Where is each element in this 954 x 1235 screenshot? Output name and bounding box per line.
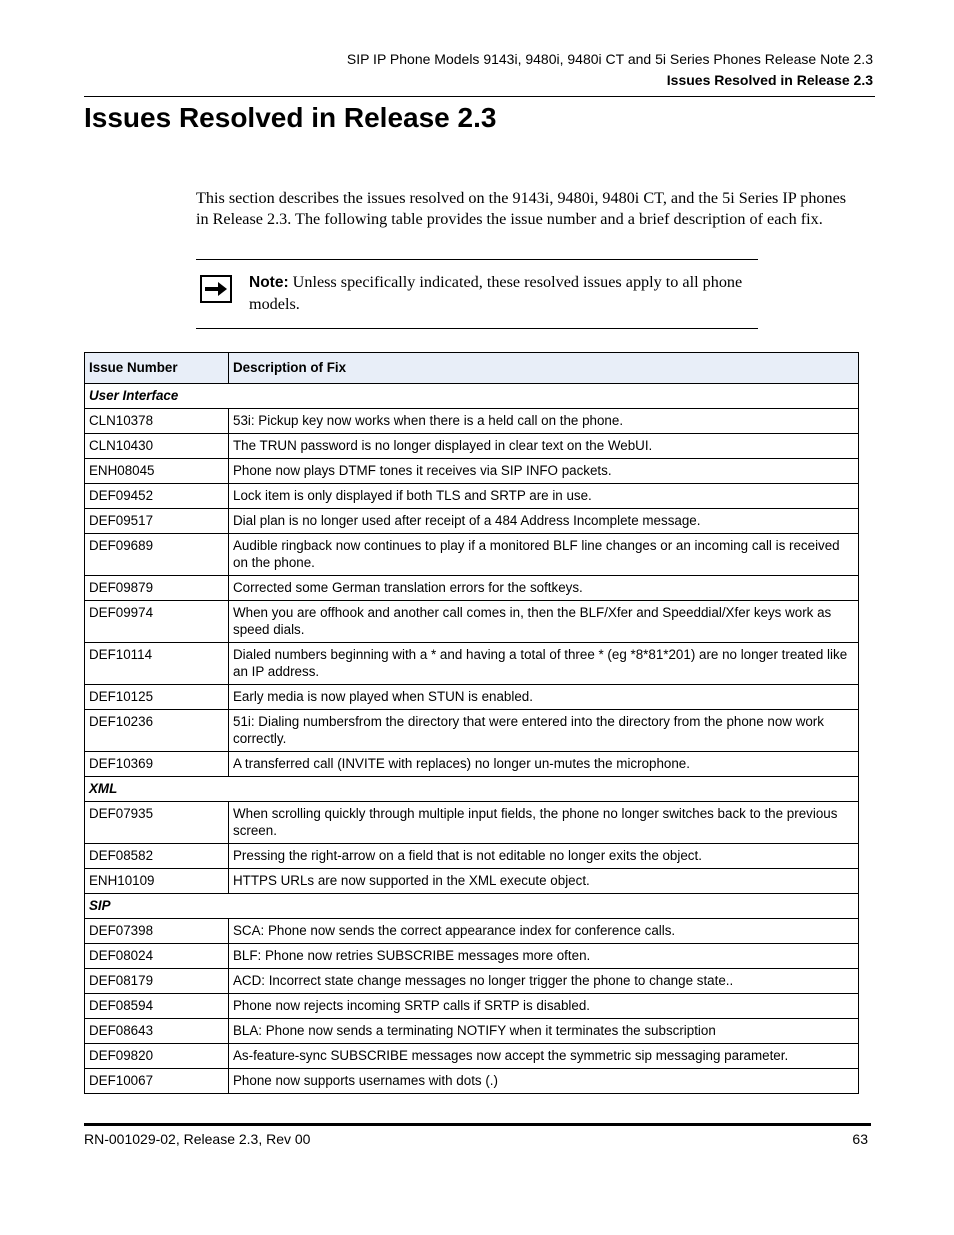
- description-cell: Dial plan is no longer used after receipt of a 484 Address Incomplete message.: [229, 509, 859, 534]
- table-row: [85, 509, 859, 534]
- table-row: [85, 576, 859, 601]
- table-row: [85, 752, 859, 777]
- issue-number-cell: DEF08024: [85, 944, 229, 969]
- issue-number-cell: DEF09879: [85, 576, 229, 601]
- section-title: User Interface: [85, 384, 859, 409]
- description-cell: 51i: Dialing numbersfrom the directory that were entered into the directory from the phone now work correctly.: [229, 710, 859, 752]
- issue-number-cell: DEF10114: [85, 643, 229, 685]
- description-cell: Phone now supports usernames with dots (.): [229, 1069, 859, 1094]
- table-row: [85, 710, 859, 752]
- table-row: [85, 643, 859, 685]
- table-row: [85, 1044, 859, 1069]
- table-row: [85, 869, 859, 894]
- issue-number-cell: DEF10369: [85, 752, 229, 777]
- section-title: SIP: [85, 894, 859, 919]
- table-body: [85, 384, 859, 1094]
- table-row: [85, 534, 859, 576]
- table-row: [85, 1019, 859, 1044]
- description-cell: Phone now rejects incoming SRTP calls if SRTP is disabled.: [229, 994, 859, 1019]
- issue-number-cell: ENH08045: [85, 459, 229, 484]
- issue-number-cell: DEF08582: [85, 844, 229, 869]
- description-cell: SCA: Phone now sends the correct appearance index for conference calls.: [229, 919, 859, 944]
- issue-number-cell: DEF08179: [85, 969, 229, 994]
- table-row: [85, 919, 859, 944]
- issue-number-cell: DEF10067: [85, 1069, 229, 1094]
- issue-number-cell: DEF09689: [85, 534, 229, 576]
- description-cell: The TRUN password is no longer displayed in clear text on the WebUI.: [229, 434, 859, 459]
- table-row: [85, 484, 859, 509]
- table-row: [85, 685, 859, 710]
- description-cell: BLF: Phone now retries SUBSCRIBE messages more often.: [229, 944, 859, 969]
- issue-number-cell: DEF09820: [85, 1044, 229, 1069]
- issue-number-cell: DEF09452: [85, 484, 229, 509]
- issue-number-cell: DEF07398: [85, 919, 229, 944]
- description-cell: As-feature-sync SUBSCRIBE messages now accept the symmetric sip messaging parameter.: [229, 1044, 859, 1069]
- issue-number-cell: DEF08643: [85, 1019, 229, 1044]
- table-row: [85, 802, 859, 844]
- description-cell: ACD: Incorrect state change messages no longer trigger the phone to change state..: [229, 969, 859, 994]
- table-section-row: [85, 384, 859, 409]
- description-cell: When scrolling quickly through multiple input fields, the phone no longer switches back to the previous screen.: [229, 802, 859, 844]
- note-top-rule: [196, 259, 758, 260]
- note-body: Unless specifically indicated, these resolved issues apply to all phone models.: [249, 273, 743, 313]
- note-label: Note:: [249, 274, 289, 291]
- table-row: [85, 994, 859, 1019]
- description-cell: BLA: Phone now sends a terminating NOTIFY when it terminates the subscription: [229, 1019, 859, 1044]
- table-header-row: [85, 353, 859, 384]
- table-section-row: [85, 894, 859, 919]
- table-section-row: [85, 777, 859, 802]
- table-row: [85, 944, 859, 969]
- column-header-issue-number: Issue Number: [85, 353, 229, 384]
- issue-number-cell: DEF10236: [85, 710, 229, 752]
- issue-number-cell: ENH10109: [85, 869, 229, 894]
- note-bottom-rule: [196, 328, 758, 329]
- description-cell: Corrected some German translation errors for the softkeys.: [229, 576, 859, 601]
- description-cell: A transferred call (INVITE with replaces) no longer un-mutes the microphone.: [229, 752, 859, 777]
- description-cell: Early media is now played when STUN is enabled.: [229, 685, 859, 710]
- description-cell: Pressing the right-arrow on a field that is not editable no longer exits the object.: [229, 844, 859, 869]
- arrow-right-icon: [200, 275, 232, 303]
- section-title: XML: [85, 777, 859, 802]
- description-cell: Phone now plays DTMF tones it receives via SIP INFO packets.: [229, 459, 859, 484]
- issue-number-cell: CLN10378: [85, 409, 229, 434]
- running-header-section: Issues Resolved in Release 2.3: [666, 72, 873, 88]
- table-row: [85, 969, 859, 994]
- footer-page-number: 63: [852, 1131, 868, 1147]
- description-cell: Audible ringback now continues to play if a monitored BLF line changes or an incoming call is received on the phone.: [229, 534, 859, 576]
- issue-number-cell: DEF08594: [85, 994, 229, 1019]
- running-header-title: SIP IP Phone Models 9143i, 9480i, 9480i CT and 5i Series Phones Release Note 2.3: [346, 51, 873, 67]
- resolved-issues-table: [84, 352, 859, 1094]
- table-row: [85, 1069, 859, 1094]
- issue-number-cell: DEF09517: [85, 509, 229, 534]
- issue-number-cell: DEF07935: [85, 802, 229, 844]
- table-row: [85, 601, 859, 643]
- table-row: [85, 434, 859, 459]
- column-header-description: Description of Fix: [229, 353, 859, 384]
- description-cell: Dialed numbers beginning with a * and having a total of three * (eg *8*81*201) are no longer treated like an IP address.: [229, 643, 859, 685]
- table-row: [85, 459, 859, 484]
- table-row: [85, 844, 859, 869]
- issue-number-cell: DEF09974: [85, 601, 229, 643]
- intro-paragraph: This section describes the issues resolved on the 9143i, 9480i, 9480i CT, and the 5i Series IP phones in Release 2.3. The following table provides the issue number and a brief description of each fix.: [196, 189, 847, 228]
- page-title: Issues Resolved in Release 2.3: [84, 102, 497, 133]
- table-row: [85, 409, 859, 434]
- description-cell: 53i: Pickup key now works when there is a held call on the phone.: [229, 409, 859, 434]
- footer-divider: [84, 1123, 871, 1126]
- footer-doc-id: RN-001029-02, Release 2.3, Rev 00: [84, 1131, 311, 1147]
- description-cell: Lock item is only displayed if both TLS and SRTP are in use.: [229, 484, 859, 509]
- description-cell: HTTPS URLs are now supported in the XML execute object.: [229, 869, 859, 894]
- description-cell: When you are offhook and another call comes in, then the BLF/Xfer and Speeddial/Xfer keys work as speed dials.: [229, 601, 859, 643]
- note-callout: [249, 272, 754, 315]
- issue-number-cell: DEF10125: [85, 685, 229, 710]
- issue-number-cell: CLN10430: [85, 434, 229, 459]
- header-divider: [84, 96, 875, 97]
